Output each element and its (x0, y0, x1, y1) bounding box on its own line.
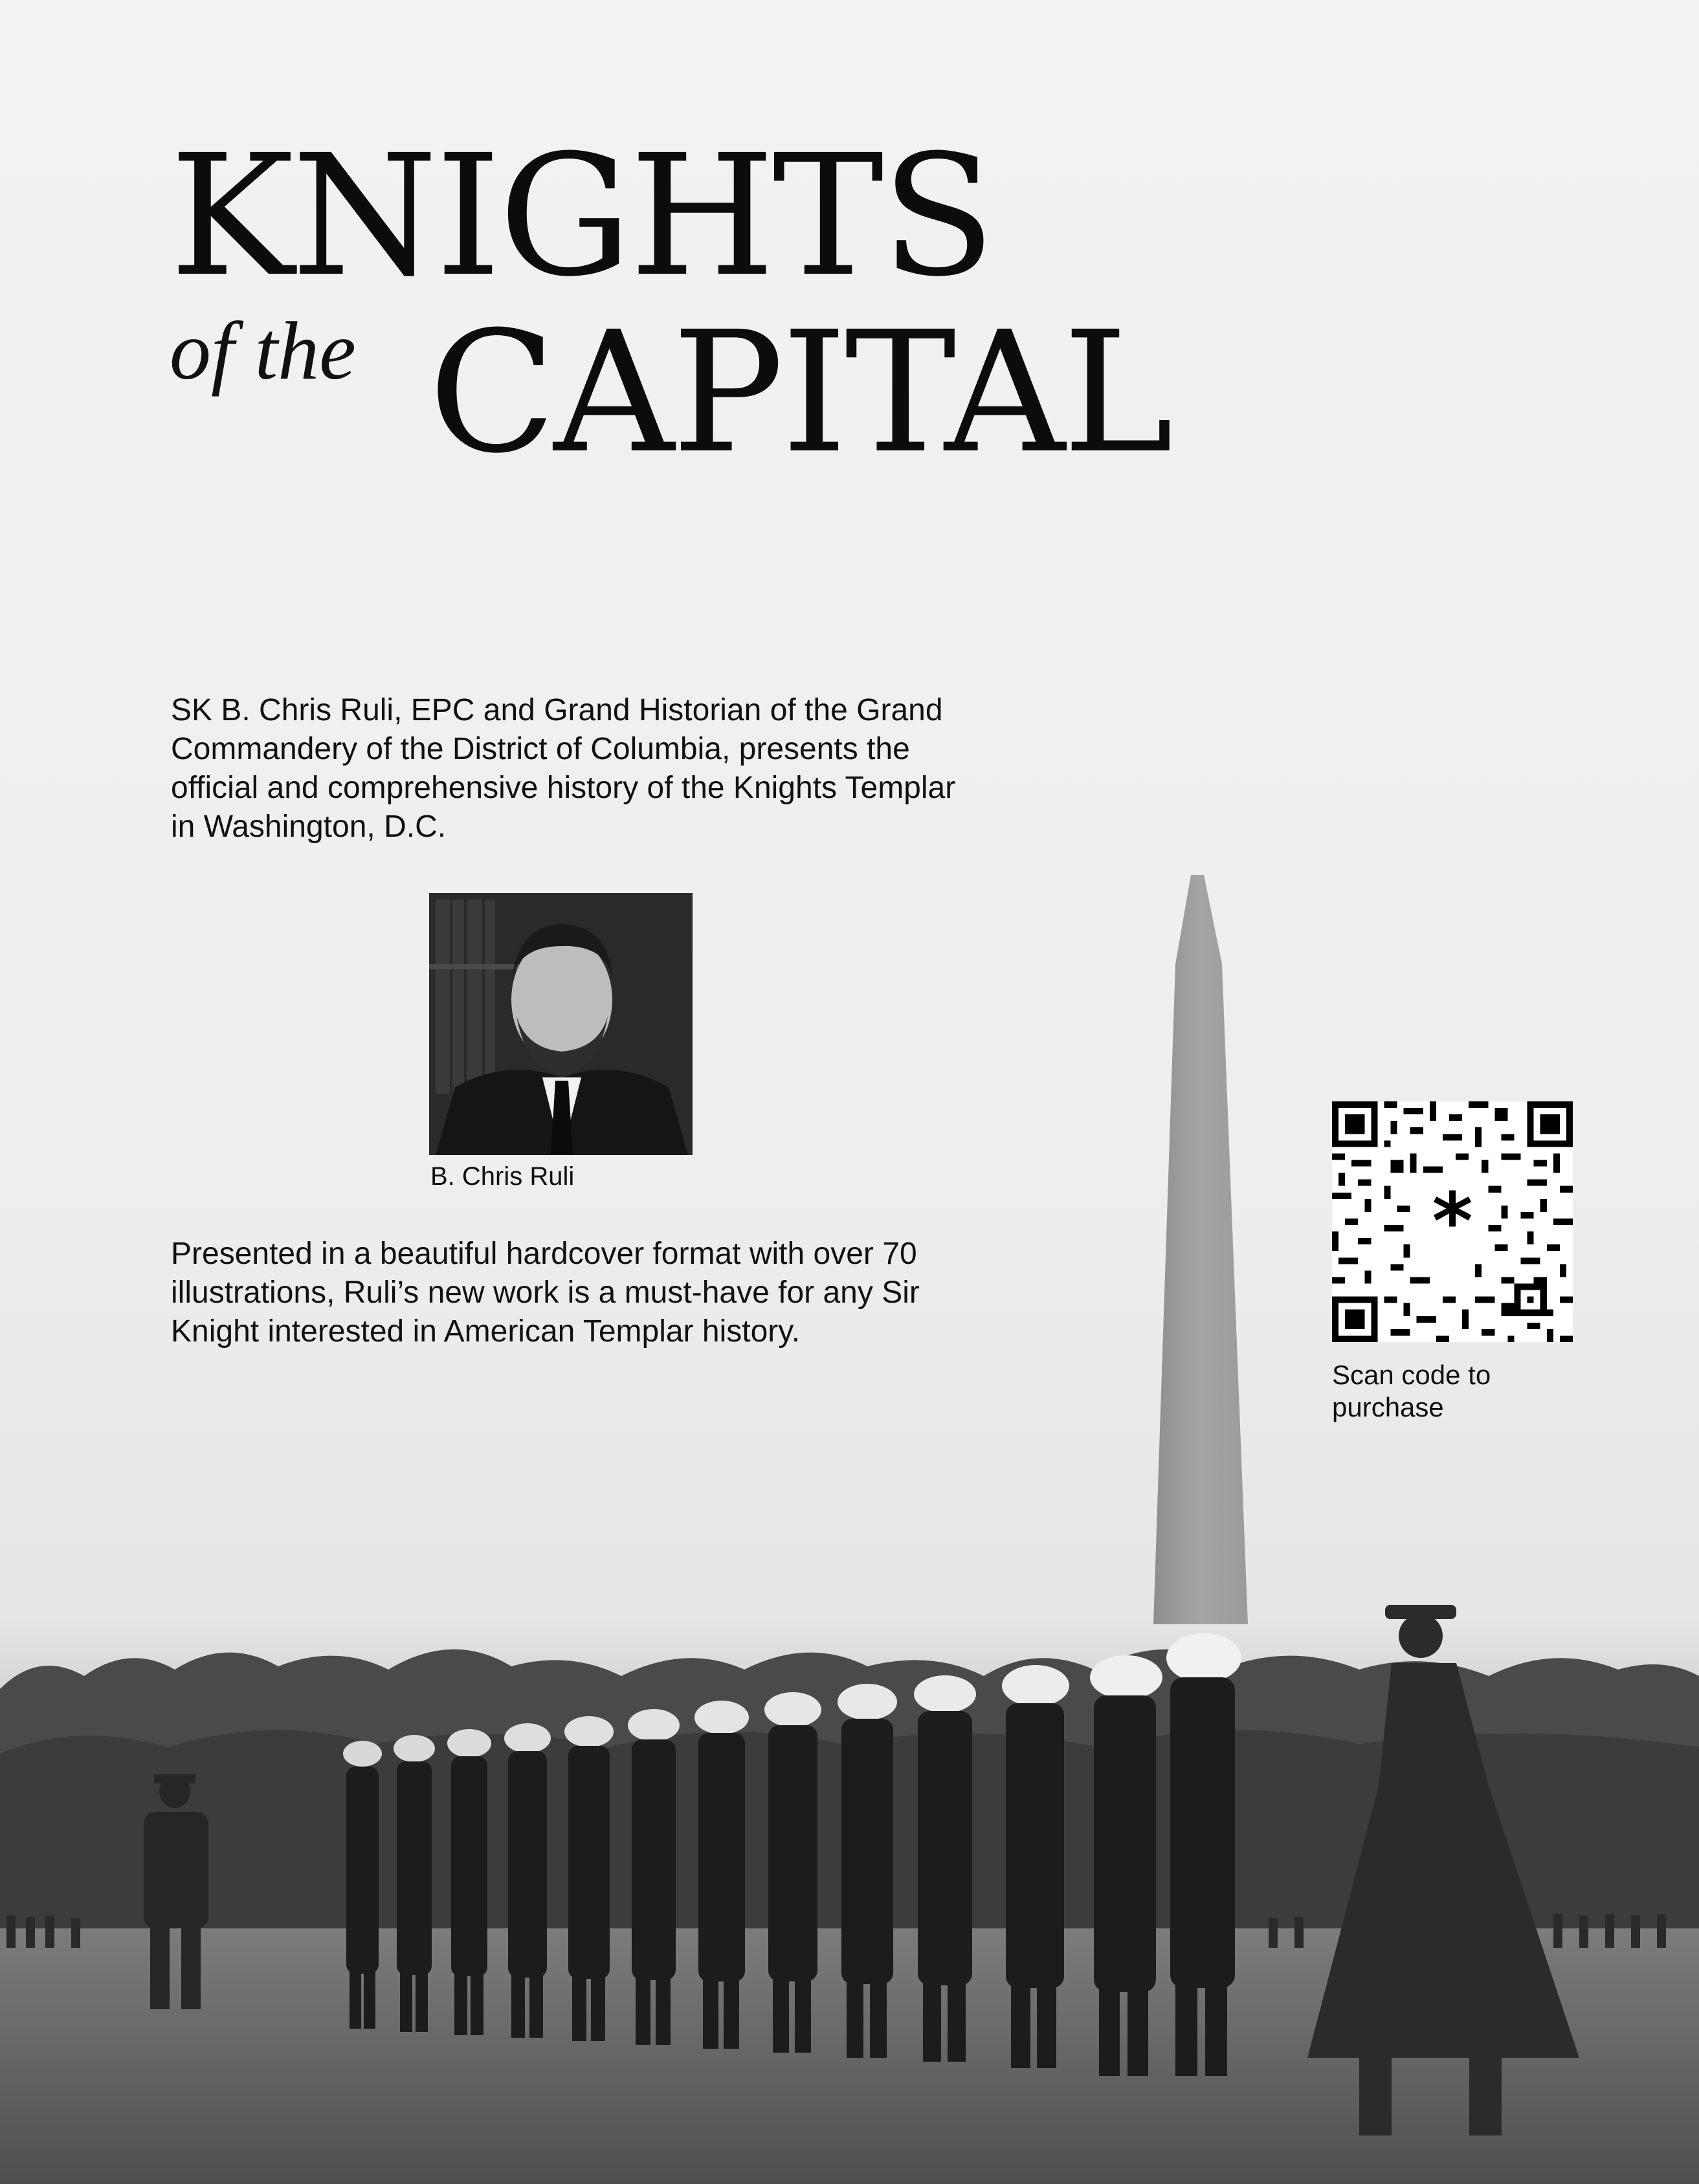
intro-paragraph: SK B. Chris Ruli, EPC and Grand Historian of the Grand Commandery of the District of Columbia, presents the official and comprehensive history of the Knights Templar in Washington, D.C. (171, 693, 956, 844)
description-paragraph: Presented in a beautiful hardcover format with over 70 illustrations, Ruli’s new work is a must-have for any Sir Knight interested in American Templar history. (171, 1237, 920, 1349)
qr-code-graphic (1332, 1101, 1573, 1342)
portrait-caption: B. Chris Ruli (430, 1162, 575, 1191)
qr-caption: Scan code to purchase (1332, 1360, 1491, 1422)
title-capital: CAPITAL (428, 296, 1171, 490)
parade-scene-image (0, 1605, 1699, 2184)
title-of-the: of the (170, 305, 356, 397)
title-knights: KNIGHTS (170, 119, 994, 313)
washington-monument-image (1139, 874, 1282, 1650)
author-portrait (429, 893, 693, 1155)
author-photo (429, 893, 693, 1155)
purchase-qr-code[interactable] (1332, 1101, 1573, 1342)
asterisk-icon: * (1432, 1176, 1473, 1268)
